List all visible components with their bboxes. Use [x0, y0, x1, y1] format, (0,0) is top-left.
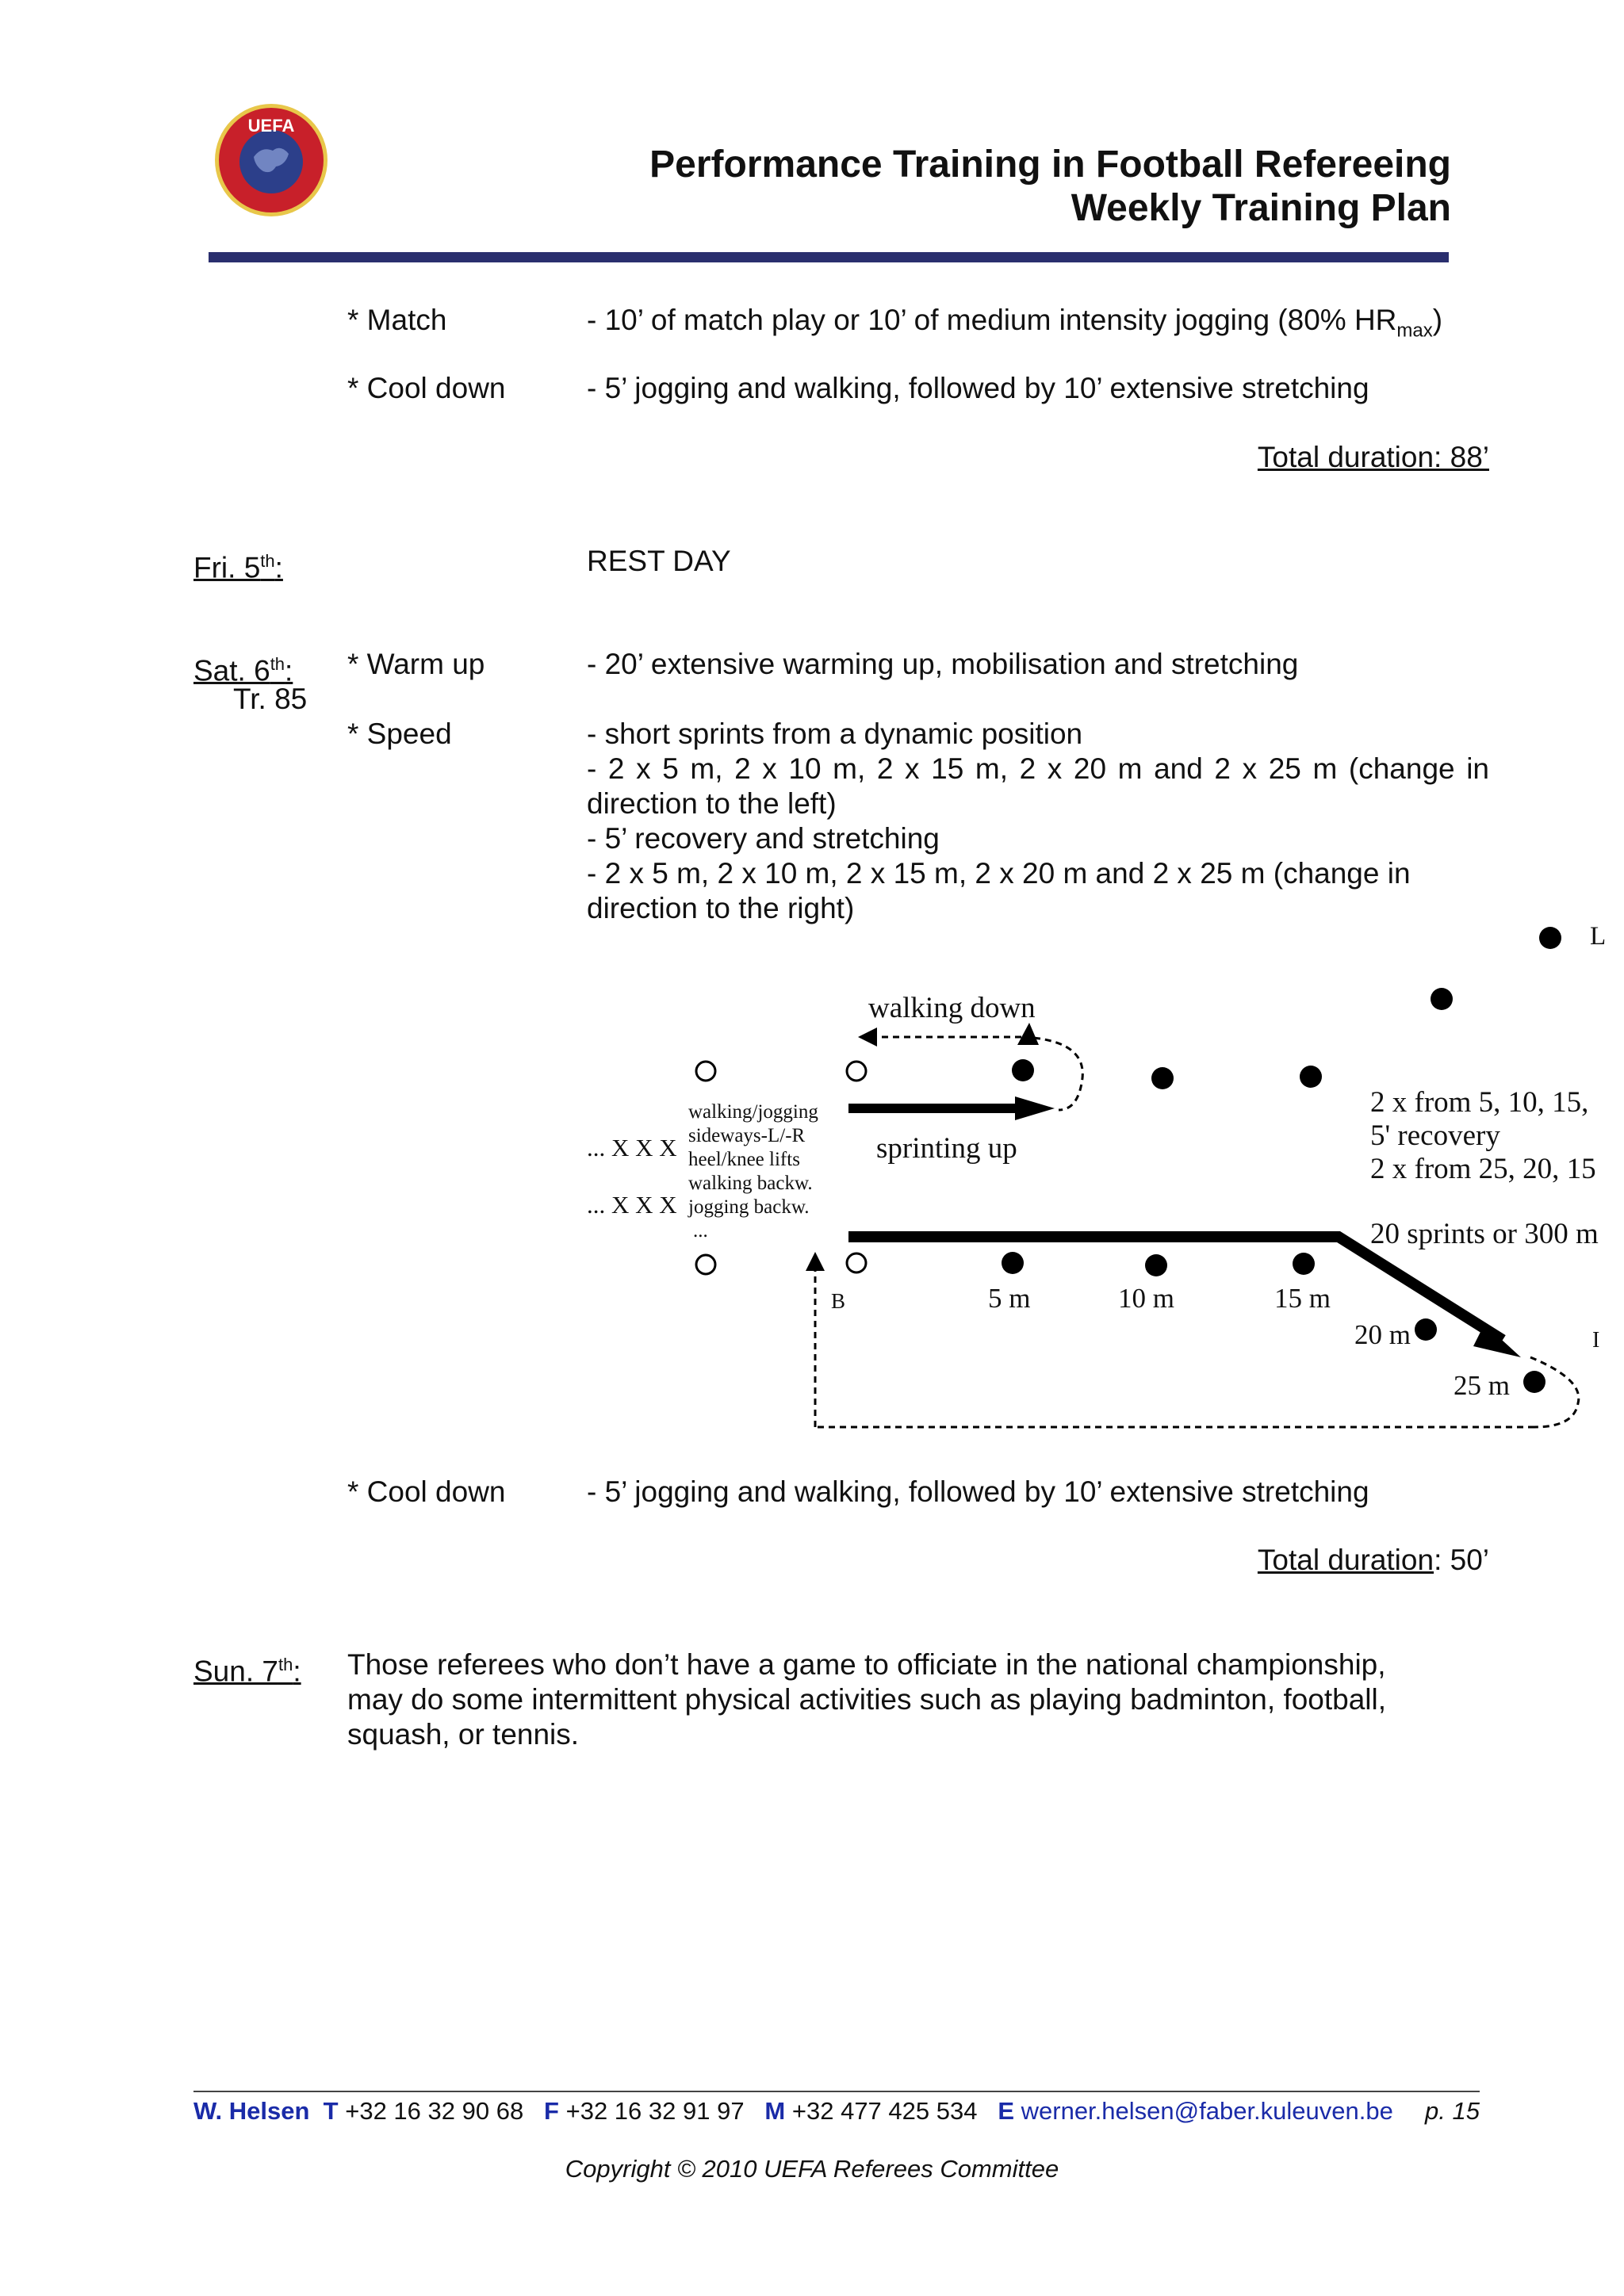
activity-item: heel/knee lifts — [688, 1149, 800, 1170]
distance-label: 15 m — [1274, 1283, 1331, 1314]
total-duration: Total duration: 88’ — [1257, 441, 1489, 473]
page-number: p. 15 — [1425, 2097, 1480, 2125]
footer-rule — [193, 2091, 1480, 2092]
copyright: Copyright © 2010 UEFA Referees Committee — [565, 2155, 1059, 2183]
distance-label: 5 m — [988, 1283, 1031, 1314]
sat-total-duration: Total duration: 50’ — [1257, 1544, 1489, 1576]
speed-line: direction to the right) — [587, 892, 855, 924]
sprinting-up-label: sprinting up — [876, 1132, 1017, 1165]
activity-item: jogging backw. — [688, 1196, 810, 1218]
activity-item: sideways-L/-R — [688, 1125, 806, 1146]
author-name: W. Helsen — [193, 2097, 310, 2125]
distance-cone — [1151, 1067, 1174, 1089]
point-b-label: B — [831, 1289, 846, 1313]
footer-contact: W. Helsen T +32 16 32 90 68 F +32 16 32 91 97 M +32 477 425 534 E werner.helsen@faber.kuleuven.be — [193, 2097, 1393, 2125]
speed-line: direction to the left) — [587, 787, 837, 820]
page-title-line1: Performance Training in Football Refereeing — [649, 144, 1451, 186]
distance-cone — [1431, 988, 1453, 1010]
day-sunday: Sun. 7th: — [193, 1655, 301, 1688]
start-cone — [847, 1253, 866, 1272]
mobile: +32 477 425 534 — [791, 2097, 978, 2125]
speed-line: - 5’ recovery and stretching — [587, 822, 940, 855]
activity-item: ... — [693, 1220, 708, 1242]
sprints-note: 20 sprints or 300 m — [1370, 1218, 1599, 1250]
distance-cone — [1012, 1059, 1034, 1081]
distance-cone — [1415, 1318, 1437, 1341]
players-row: ... X X X — [587, 1191, 677, 1219]
distance-cone — [1300, 1066, 1322, 1088]
note-line: 5' recovery — [1370, 1119, 1500, 1152]
speed-line: - 2 x 5 m, 2 x 10 m, 2 x 15 m, 2 x 20 m and 2 x 25 m (change in — [587, 857, 1411, 890]
day-saturday: Sat. 6th: — [193, 654, 293, 687]
speed-line: - short sprints from a dynamic position — [587, 718, 1083, 750]
speed-label: * Speed — [347, 718, 452, 750]
activities-list — [688, 1100, 818, 1243]
distance-label: 10 m — [1118, 1283, 1174, 1314]
start-cone — [696, 1255, 715, 1274]
right-notes — [1370, 1086, 1596, 1186]
activity-item: walking/jogging — [688, 1101, 818, 1123]
sat-cooldown-text: - 5’ jogging and walking, followed by 10’ extensive stretching — [587, 1475, 1369, 1508]
speed-line: - 2 x 5 m, 2 x 10 m, 2 x 15 m, 2 x 20 m and 2 x 25 m (change in — [587, 752, 1489, 785]
sunday-line: may do some intermittent physical activities such as playing badminton, football, — [347, 1683, 1387, 1716]
distance-label: 20 m — [1354, 1319, 1411, 1350]
note-line: 2 x from 25, 20, 15 — [1370, 1153, 1596, 1185]
day-friday: Fri. 5th: — [193, 551, 283, 584]
distance-cone — [1293, 1253, 1315, 1275]
players-row: ... X X X — [587, 1134, 677, 1161]
activity-item: walking backw. — [688, 1173, 813, 1194]
note-line: 2 x from 5, 10, 15, — [1370, 1086, 1589, 1119]
distance-cone — [1002, 1252, 1024, 1274]
sprinting-up-head — [1015, 1096, 1055, 1120]
sunday-line: Those referees who don’t have a game to officiate in the national championship, — [347, 1648, 1386, 1681]
logo-text: UEFA — [247, 116, 295, 136]
phone: +32 16 32 90 68 — [345, 2097, 524, 2125]
walking-down-label: walking down — [868, 992, 1036, 1024]
session-number: Tr. 85 — [233, 683, 308, 715]
distance-cone — [1539, 927, 1561, 949]
sat-cooldown-label: * Cool down — [347, 1475, 506, 1508]
edge-letter: L — [1590, 922, 1607, 951]
sunday-line: squash, or tennis. — [347, 1718, 580, 1751]
edge-letter: I — [1592, 1328, 1600, 1353]
distance-cone — [1145, 1254, 1167, 1276]
turn-arrowhead — [1017, 1023, 1039, 1045]
warmup-text: - 20’ extensive warming up, mobilisation and stretching — [587, 648, 1299, 680]
fax: +32 16 32 91 97 — [565, 2097, 745, 2125]
cooldown-text: - 5’ jogging and walking, followed by 10’ extensive stretching — [587, 372, 1369, 404]
warmup-label: * Warm up — [347, 648, 485, 680]
distance-label: 25 m — [1454, 1370, 1510, 1401]
match-text: - 10’ of match play or 10’ of medium intensity jogging (80% $HR_{max}$) — [587, 304, 1443, 342]
page-title-line2: Weekly Training Plan — [1071, 187, 1451, 229]
cooldown-label: * Cool down — [347, 372, 506, 404]
match-label: * Match — [347, 304, 447, 336]
start-cone — [696, 1062, 715, 1081]
email-link[interactable]: werner.helsen@faber.kuleuven.be — [1021, 2097, 1393, 2125]
rest-day: REST DAY — [587, 545, 731, 577]
distance-cone — [1523, 1371, 1545, 1393]
start-cone — [847, 1062, 866, 1081]
